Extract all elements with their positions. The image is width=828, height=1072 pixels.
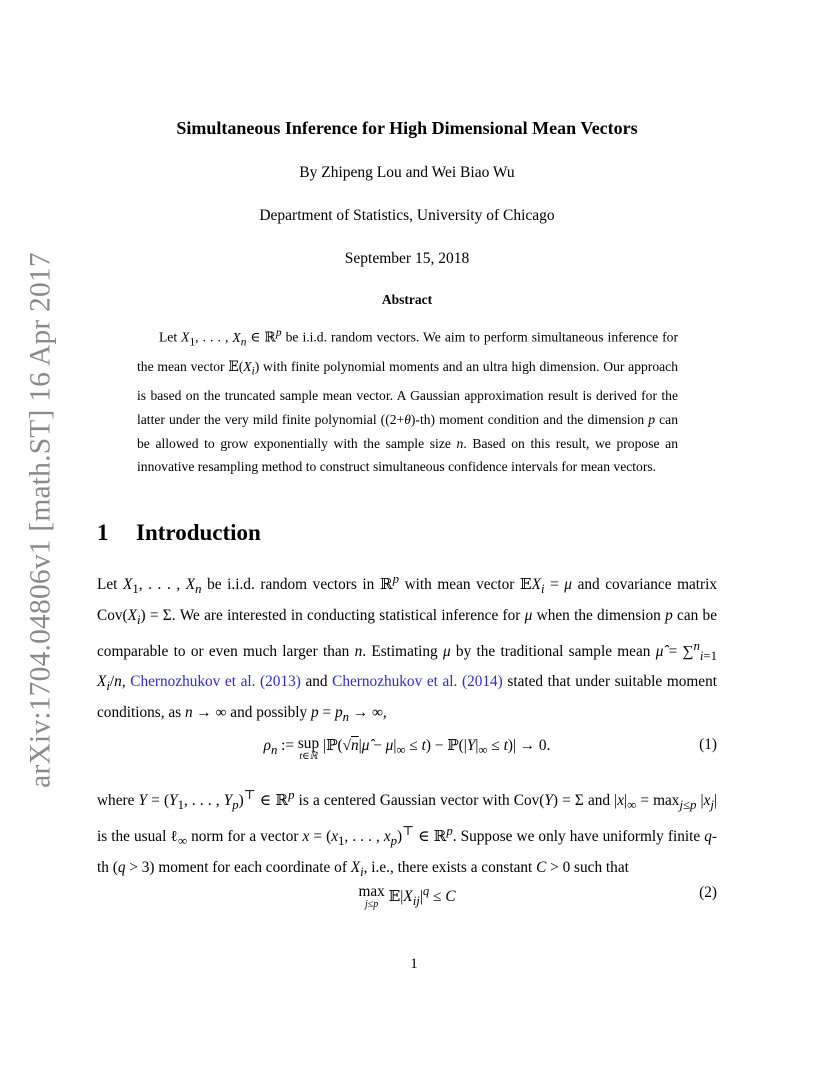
citation-link[interactable]: Chernozhukov et al. (2014) — [332, 673, 503, 691]
page-number: 1 — [410, 956, 418, 972]
arxiv-stamp: arXiv:1704.04806v1 [math.ST] 16 Apr 2017 — [24, 252, 57, 788]
abstract-heading: Abstract — [381, 292, 433, 307]
paper-date: September 15, 2018 — [344, 250, 470, 267]
equation-2-body: max j≤p $𝔼|X_{ij}|^q \le C$ — [358, 883, 456, 911]
equation-1-number: (1) — [699, 736, 717, 753]
equation-1-body: $\rho_n$ := sup t∈ℝ |ℙ(√n|μ̂ − $\mu|_\infty \le t$) − $ℙ(|Y|_\infty \le t)| \to 0$. — [263, 735, 551, 763]
intro-paragraph-1: Let $X_1$, . . . , $X_n$ be i.i.d. random vectors in ℝ$^p$ with mean vector 𝔼X$_i$ = μ and covariance matrix $Cov(X_i) = \Sigma$. We are interested in conducting statistical inference for μ when the dimension p can be comparable to or even much larger than n. Estimating μ by the traditional sample mean μ̂ = ∑$^n_{i=1}$ $X_i/n$, Chernozhukov et al. (2013) and Chernozhukov et al. (2014) stated that under suitable moment conditions, as n → ∞ and possibly $p = p_n$ → ∞, — [97, 572, 718, 725]
section-title: Introduction — [136, 520, 261, 545]
paper-title: Simultaneous Inference for High Dimensional Mean Vectors — [176, 118, 638, 138]
intro-paragraph-2: where $Y = (Y_1$, . . . , $Y_p)^⊤$ ∈ ℝ$^p$ is a centered Gaussian vector with Cov(Y) = Σ and $|x|_\infty = \max_{j\le p} |x_j|$ is the usual ℓ$_\infty$ norm for a vector $x = (x_1$, . . . , $x_p)^⊤$ ∈ ℝ$^p$. Suppose we only have uniformly finite q-th (q > 3) moment for each coordinate of $X_i$, i.e., there exists a constant C > 0 such that — [97, 788, 718, 879]
citation-link[interactable]: Chernozhukov et al. (2013) — [130, 673, 301, 691]
equation-2-number: (2) — [699, 884, 717, 901]
abstract-text: Let $X_1$, . . . , $X_n$ ∈ ℝ$^p$ be i.i.d. random vectors. We aim to perform simultaneous inference for the mean vector $𝔼(X_i)$ with finite polynomial moments and an ultra high dimension. Our approach is based on the truncated sample mean vector. A Gaussian approximation result is derived for the latter under the very mild finite polynomial ((2+θ)-th) moment condition and the dimension p can be allowed to grow exponentially with the sample size n. Based on this result, we propose an innovative resampling method to construct simultaneous confidence intervals for mean vectors. — [137, 327, 679, 475]
paper-affiliation: Department of Statistics, University of Chicago — [259, 207, 555, 224]
paper-authors: By Zhipeng Lou and Wei Biao Wu — [299, 164, 515, 181]
section-heading-introduction — [97, 520, 261, 546]
section-number: 1 — [97, 520, 109, 545]
